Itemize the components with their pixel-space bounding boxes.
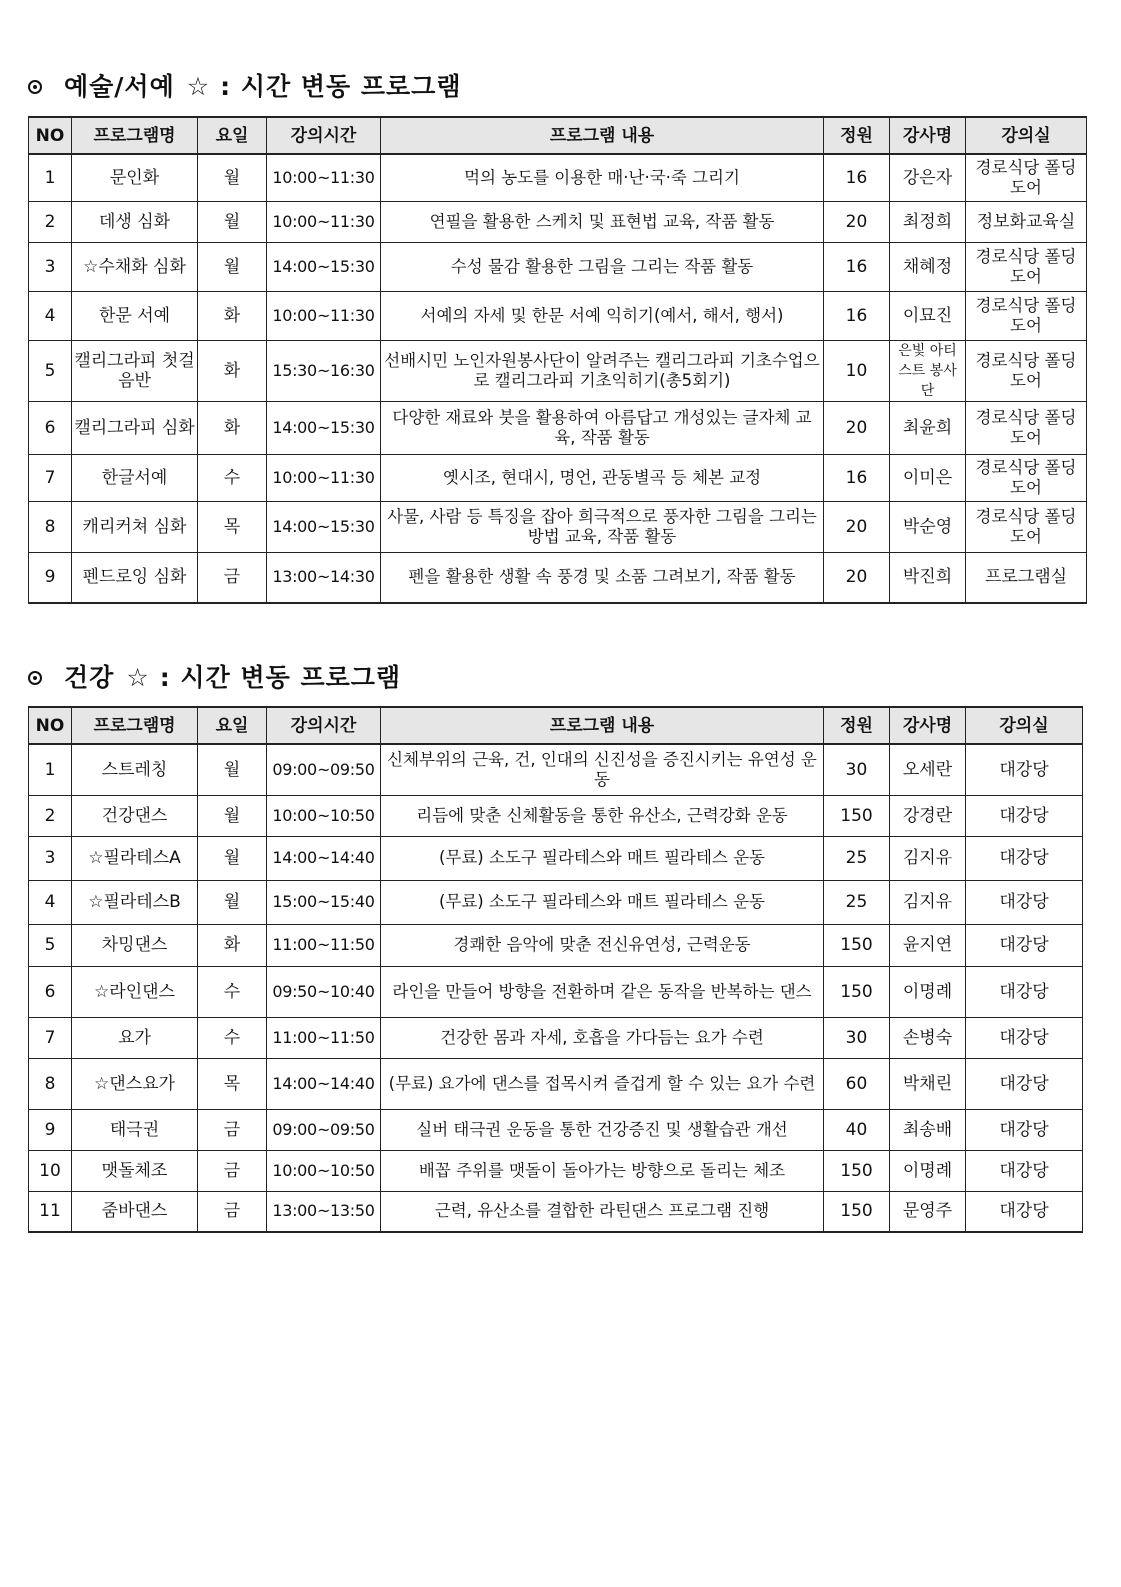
cell-room: 경로식당 폴딩도어 <box>966 154 1087 201</box>
table-row <box>29 795 1083 836</box>
cell-capacity: 25 <box>824 880 890 924</box>
cell-no: 2 <box>29 201 72 242</box>
cell-room: 경로식당 폴딩도어 <box>966 401 1087 454</box>
cell-instructor: 강은자 <box>890 154 966 201</box>
cell-program-name: ☆필라테스A <box>72 836 198 880</box>
cell-room: 경로식당 폴딩도어 <box>966 291 1087 340</box>
cell-program-name: 한글서예 <box>72 454 198 501</box>
cell-instructor: 이명례 <box>890 966 966 1017</box>
cell-instructor: 문영주 <box>890 1191 966 1232</box>
cell-description: 경쾌한 음악에 맞춘 전신유연성, 근력운동 <box>381 924 824 966</box>
cell-day: 수 <box>198 454 267 501</box>
table-row <box>29 154 1087 201</box>
time-text: 10:00~10:50 <box>272 805 375 825</box>
cell-room: 대강당 <box>966 1058 1083 1109</box>
cell-capacity: 150 <box>824 795 890 836</box>
table-header-row <box>29 707 1083 744</box>
column-header: 강의시간 <box>267 117 381 154</box>
column-header: 프로그램 내용 <box>381 707 824 744</box>
cell-program-name: 맷돌체조 <box>72 1150 198 1191</box>
table-row <box>29 836 1083 880</box>
cell-no: 3 <box>29 242 72 291</box>
cell-description: 수성 물감 활용한 그림을 그리는 작품 활동 <box>381 242 824 291</box>
cell-capacity: 20 <box>824 201 890 242</box>
cell-day: 월 <box>198 154 267 201</box>
table-row <box>29 1109 1083 1150</box>
cell-room: 대강당 <box>966 880 1083 924</box>
time-text: 10:00~11:30 <box>272 305 375 325</box>
cell-program-name: 건강댄스 <box>72 795 198 836</box>
cell-room: 대강당 <box>966 1109 1083 1150</box>
table-row <box>29 242 1087 291</box>
column-header: 정원 <box>824 117 890 154</box>
table-row <box>29 1058 1083 1109</box>
time-text: 14:00~15:30 <box>272 516 375 536</box>
time-text: 15:00~15:40 <box>272 892 375 911</box>
cell-capacity: 16 <box>824 242 890 291</box>
cell-time <box>267 966 381 1017</box>
section-title-text: 건강 <box>64 663 115 692</box>
column-header: 요일 <box>198 707 267 744</box>
cell-day: 월 <box>198 744 267 795</box>
cell-program-name: 스트레칭 <box>72 744 198 795</box>
cell-no: 9 <box>29 552 72 603</box>
cell-instructor: 김지유 <box>890 880 966 924</box>
cell-time <box>267 401 381 454</box>
cell-capacity: 150 <box>824 1150 890 1191</box>
cell-description: 실버 태극권 운동을 통한 건강증진 및 생활습관 개선 <box>381 1109 824 1150</box>
cell-description: (무료) 소도구 필라테스와 매트 필라테스 운동 <box>381 836 824 880</box>
program-table-arts <box>28 116 1087 604</box>
table-row <box>29 966 1083 1017</box>
cell-no: 8 <box>29 501 72 552</box>
cell-instructor: 채혜정 <box>890 242 966 291</box>
cell-description: 배꼽 주위를 맷돌이 돌아가는 방향으로 돌리는 체조 <box>381 1150 824 1191</box>
cell-day: 금 <box>198 552 267 603</box>
cell-time <box>267 291 381 340</box>
section-note: : 시간 변동 프로그램 <box>159 663 402 692</box>
cell-description: 다양한 재료와 붓을 활용하여 아름답고 개성있는 글자체 교육, 작품 활동 <box>381 401 824 454</box>
cell-capacity: 150 <box>824 924 890 966</box>
section-title-health <box>28 661 401 695</box>
cell-program-name: 한문 서예 <box>72 291 198 340</box>
cell-room: 대강당 <box>966 1150 1083 1191</box>
cell-time <box>267 836 381 880</box>
cell-room: 경로식당 폴딩도어 <box>966 340 1087 401</box>
cell-capacity: 16 <box>824 291 890 340</box>
cell-time <box>267 924 381 966</box>
cell-day: 화 <box>198 401 267 454</box>
cell-instructor: 이명례 <box>890 1150 966 1191</box>
table-header-row <box>29 117 1087 154</box>
column-header: 강의시간 <box>267 707 381 744</box>
cell-day: 목 <box>198 501 267 552</box>
time-text: 14:00~15:30 <box>272 256 375 276</box>
time-text: 09:50~10:40 <box>272 981 375 1001</box>
cell-day: 금 <box>198 1150 267 1191</box>
time-text: 11:00~11:50 <box>272 935 375 954</box>
cell-time <box>267 795 381 836</box>
cell-room: 정보화교육실 <box>966 201 1087 242</box>
cell-description: 먹의 농도를 이용한 매·난·국·죽 그리기 <box>381 154 824 201</box>
cell-no: 1 <box>29 154 72 201</box>
cell-no: 11 <box>29 1191 72 1232</box>
program-table-health <box>28 706 1083 1233</box>
cell-description: 근력, 유산소를 결합한 라틴댄스 프로그램 진행 <box>381 1191 824 1232</box>
table-row <box>29 201 1087 242</box>
cell-no: 6 <box>29 966 72 1017</box>
cell-no: 4 <box>29 291 72 340</box>
table-row <box>29 552 1087 603</box>
cell-instructor: 최정희 <box>890 201 966 242</box>
column-header: 강의실 <box>966 707 1083 744</box>
cell-instructor: 손병숙 <box>890 1017 966 1058</box>
column-header: 프로그램명 <box>72 117 198 154</box>
cell-day: 금 <box>198 1191 267 1232</box>
time-text: 09:00~09:50 <box>272 1119 375 1139</box>
time-text: 15:30~16:30 <box>272 360 375 380</box>
cell-capacity: 10 <box>824 340 890 401</box>
cell-description: 라인을 만들어 방향을 전환하며 같은 동작을 반복하는 댄스 <box>381 966 824 1017</box>
cell-time <box>267 340 381 401</box>
table-row <box>29 1150 1083 1191</box>
cell-day: 목 <box>198 1058 267 1109</box>
cell-description: 서예의 자세 및 한문 서예 익히기(예서, 해서, 행서) <box>381 291 824 340</box>
column-header: 강의실 <box>966 117 1087 154</box>
section-title-text: 예술/서예 <box>64 72 175 101</box>
cell-time <box>267 201 381 242</box>
cell-program-name: 데생 심화 <box>72 201 198 242</box>
cell-program-name: 캘리그라피 심화 <box>72 401 198 454</box>
cell-capacity: 60 <box>824 1058 890 1109</box>
cell-description: 옛시조, 현대시, 명언, 관동별곡 등 체본 교정 <box>381 454 824 501</box>
cell-description: 사물, 사람 등 특징을 잡아 희극적으로 풍자한 그림을 그리는 방법 교육, 작품 활동 <box>381 501 824 552</box>
cell-program-name: 펜드로잉 심화 <box>72 552 198 603</box>
time-text: 13:00~13:50 <box>272 1201 375 1221</box>
column-header: 정원 <box>824 707 890 744</box>
table-row <box>29 1017 1083 1058</box>
cell-time <box>267 1191 381 1232</box>
cell-room: 대강당 <box>966 924 1083 966</box>
time-text: 14:00~14:40 <box>272 1073 375 1093</box>
cell-program-name: ☆댄스요가 <box>72 1058 198 1109</box>
cell-room: 대강당 <box>966 795 1083 836</box>
cell-day: 월 <box>198 880 267 924</box>
cell-description: 리듬에 맞춘 신체활동을 통한 유산소, 근력강화 운동 <box>381 795 824 836</box>
cell-instructor: 은빛 아티스트 봉사단 <box>890 340 966 401</box>
cell-capacity: 150 <box>824 966 890 1017</box>
cell-description: 연필을 활용한 스케치 및 표현법 교육, 작품 활동 <box>381 201 824 242</box>
table-row <box>29 924 1083 966</box>
cell-room: 경로식당 폴딩도어 <box>966 501 1087 552</box>
cell-day: 월 <box>198 242 267 291</box>
cell-instructor: 박채린 <box>890 1058 966 1109</box>
radio-bullet-icon <box>28 80 42 94</box>
table-row <box>29 501 1087 552</box>
table-row <box>29 880 1083 924</box>
table-row <box>29 291 1087 340</box>
cell-capacity: 30 <box>824 744 890 795</box>
cell-room: 경로식당 폴딩도어 <box>966 454 1087 501</box>
cell-no: 10 <box>29 1150 72 1191</box>
cell-description: 건강한 몸과 자세, 호흡을 가다듬는 요가 수련 <box>381 1017 824 1058</box>
cell-no: 3 <box>29 836 72 880</box>
cell-day: 화 <box>198 291 267 340</box>
cell-program-name: ☆수채화 심화 <box>72 242 198 291</box>
cell-day: 월 <box>198 201 267 242</box>
cell-capacity: 30 <box>824 1017 890 1058</box>
cell-time <box>267 744 381 795</box>
cell-day: 수 <box>198 966 267 1017</box>
section-note: : 시간 변동 프로그램 <box>220 72 462 101</box>
time-text: 10:00~11:30 <box>272 211 375 231</box>
cell-time <box>267 1109 381 1150</box>
time-text: 11:00~11:50 <box>272 1027 375 1047</box>
cell-instructor: 강경란 <box>890 795 966 836</box>
cell-room: 대강당 <box>966 836 1083 880</box>
cell-day: 월 <box>198 836 267 880</box>
cell-program-name: ☆라인댄스 <box>72 966 198 1017</box>
cell-room: 대강당 <box>966 744 1083 795</box>
cell-instructor: 최윤희 <box>890 401 966 454</box>
column-header: 요일 <box>198 117 267 154</box>
cell-no: 7 <box>29 1017 72 1058</box>
cell-description: 선배시민 노인자원봉사단이 알려주는 캘리그라피 기초수업으로 캘리그라피 기초익히기(총5회기) <box>381 340 824 401</box>
cell-capacity: 20 <box>824 501 890 552</box>
cell-no: 8 <box>29 1058 72 1109</box>
cell-no: 9 <box>29 1109 72 1150</box>
table-row <box>29 340 1087 401</box>
cell-time <box>267 880 381 924</box>
cell-description: 신체부위의 근육, 건, 인대의 신진성을 증진시키는 유연성 운동 <box>381 744 824 795</box>
star-icon: ☆ <box>186 72 211 101</box>
cell-time <box>267 501 381 552</box>
time-text: 10:00~10:50 <box>272 1160 375 1180</box>
cell-description: (무료) 소도구 필라테스와 매트 필라테스 운동 <box>381 880 824 924</box>
cell-time <box>267 242 381 291</box>
cell-room: 대강당 <box>966 966 1083 1017</box>
column-header: NO <box>29 707 72 744</box>
column-header: 프로그램 내용 <box>381 117 824 154</box>
cell-no: 2 <box>29 795 72 836</box>
cell-instructor: 최송배 <box>890 1109 966 1150</box>
cell-time <box>267 1017 381 1058</box>
table-row <box>29 401 1087 454</box>
cell-capacity: 25 <box>824 836 890 880</box>
radio-bullet-icon <box>28 671 42 685</box>
cell-instructor: 박순영 <box>890 501 966 552</box>
table-row <box>29 1191 1083 1232</box>
time-text: 14:00~15:30 <box>272 417 375 437</box>
cell-capacity: 20 <box>824 552 890 603</box>
table-row <box>29 454 1087 501</box>
cell-program-name: 태극권 <box>72 1109 198 1150</box>
cell-capacity: 16 <box>824 454 890 501</box>
cell-program-name: 줌바댄스 <box>72 1191 198 1232</box>
column-header: 프로그램명 <box>72 707 198 744</box>
cell-time <box>267 552 381 603</box>
cell-instructor: 김지유 <box>890 836 966 880</box>
cell-day: 화 <box>198 924 267 966</box>
time-text: 09:00~09:50 <box>272 759 375 779</box>
time-text: 10:00~11:30 <box>272 467 375 487</box>
cell-instructor: 박진희 <box>890 552 966 603</box>
column-header: 강사명 <box>890 707 966 744</box>
cell-no: 7 <box>29 454 72 501</box>
cell-description: (무료) 요가에 댄스를 접목시켜 즐겁게 할 수 있는 요가 수련 <box>381 1058 824 1109</box>
time-text: 10:00~11:30 <box>272 167 375 187</box>
cell-program-name: 요가 <box>72 1017 198 1058</box>
column-header: 강사명 <box>890 117 966 154</box>
cell-capacity: 40 <box>824 1109 890 1150</box>
cell-program-name: 캐리커쳐 심화 <box>72 501 198 552</box>
cell-room: 프로그램실 <box>966 552 1087 603</box>
table-row <box>29 744 1083 795</box>
cell-instructor: 오세란 <box>890 744 966 795</box>
cell-no: 5 <box>29 924 72 966</box>
star-icon: ☆ <box>126 663 150 692</box>
cell-no: 5 <box>29 340 72 401</box>
cell-capacity: 20 <box>824 401 890 454</box>
cell-day: 월 <box>198 795 267 836</box>
cell-day: 수 <box>198 1017 267 1058</box>
cell-capacity: 150 <box>824 1191 890 1232</box>
cell-program-name: 문인화 <box>72 154 198 201</box>
cell-instructor: 윤지연 <box>890 924 966 966</box>
section-title-arts <box>28 70 461 104</box>
cell-room: 대강당 <box>966 1191 1083 1232</box>
cell-program-name: 캘리그라피 첫걸음반 <box>72 340 198 401</box>
time-text: 14:00~14:40 <box>272 848 375 867</box>
cell-no: 6 <box>29 401 72 454</box>
cell-program-name: ☆필라테스B <box>72 880 198 924</box>
cell-day: 금 <box>198 1109 267 1150</box>
column-header: NO <box>29 117 72 154</box>
cell-time <box>267 454 381 501</box>
cell-instructor: 이묘진 <box>890 291 966 340</box>
cell-description: 펜을 활용한 생활 속 풍경 및 소품 그려보기, 작품 활동 <box>381 552 824 603</box>
cell-room: 대강당 <box>966 1017 1083 1058</box>
cell-time <box>267 1150 381 1191</box>
time-text: 13:00~14:30 <box>272 567 375 587</box>
cell-program-name: 차밍댄스 <box>72 924 198 966</box>
cell-day: 화 <box>198 340 267 401</box>
cell-room: 경로식당 폴딩도어 <box>966 242 1087 291</box>
cell-capacity: 16 <box>824 154 890 201</box>
cell-no: 1 <box>29 744 72 795</box>
cell-time <box>267 1058 381 1109</box>
cell-instructor: 이미은 <box>890 454 966 501</box>
cell-no: 4 <box>29 880 72 924</box>
cell-time <box>267 154 381 201</box>
